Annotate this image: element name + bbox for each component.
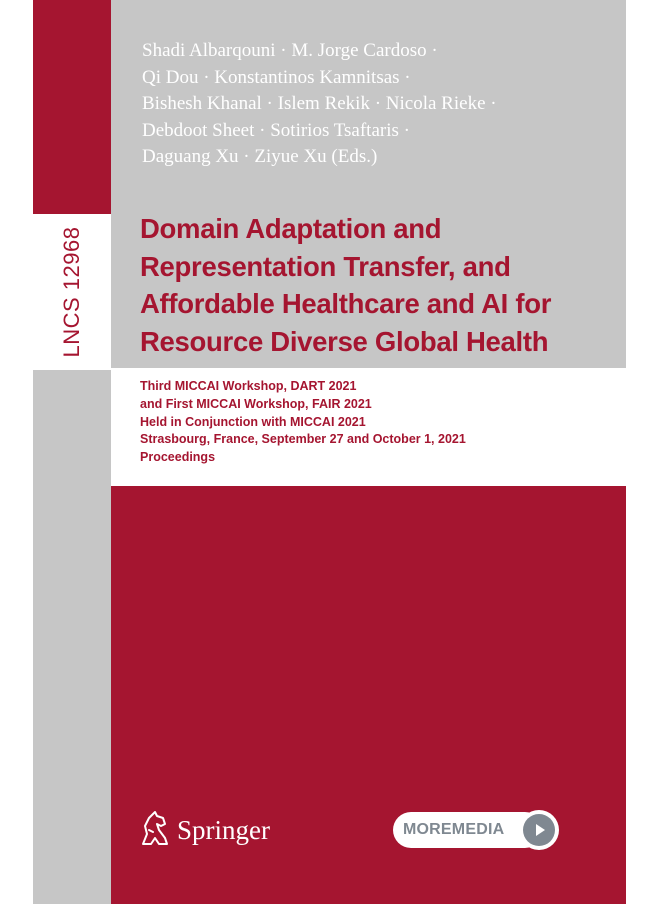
moremedia-badge[interactable] [393,810,565,850]
book-subtitle [140,378,620,467]
title-line: Domain Adaptation and [140,213,442,244]
editors-line: Daguang Xu · Ziyue Xu (Eds.) [142,146,378,167]
springer-horse-icon [137,808,171,853]
editors-line: Qi Dou · Konstantinos Kamnitsas · [142,66,411,88]
title-line: Resource Diverse Global Health [140,325,549,357]
subtitle-line: Held in Conjunction with MICCAI 2021 [140,414,366,429]
subtitle-line: Proceedings [140,450,216,465]
play-icon [523,814,555,846]
title-line: Affordable Healthcare and AI for [140,288,552,319]
publisher-name: Springer [177,814,270,845]
editors-line: Shadi Albarqouni · M. Jorge Cardoso · [142,40,438,61]
book-title [140,210,620,360]
editors-line: Bishesh Khanal · Islem Rekik · Nicola Rieke · [142,93,497,114]
spine-gray-block [33,370,111,904]
subtitle-line: Third MICCAI Workshop, DART 2021 [140,379,357,393]
moremedia-label: MOREMEDIA [403,821,505,838]
publisher-logo [137,808,270,852]
subtitle-line: and First MICCAI Workshop, FAIR 2021 [140,396,372,411]
spine-red-block [33,0,111,214]
editors-list [142,38,612,171]
play-button[interactable] [519,810,559,850]
series-label: LNCS 12968 [59,226,84,358]
editors-line: Debdoot Sheet · Sotirios Tsaftaris · [142,119,410,141]
title-line: Representation Transfer, and [140,250,511,282]
subtitle-line: Strasbourg, France, September 27 and October 1, 2021 [140,432,466,447]
